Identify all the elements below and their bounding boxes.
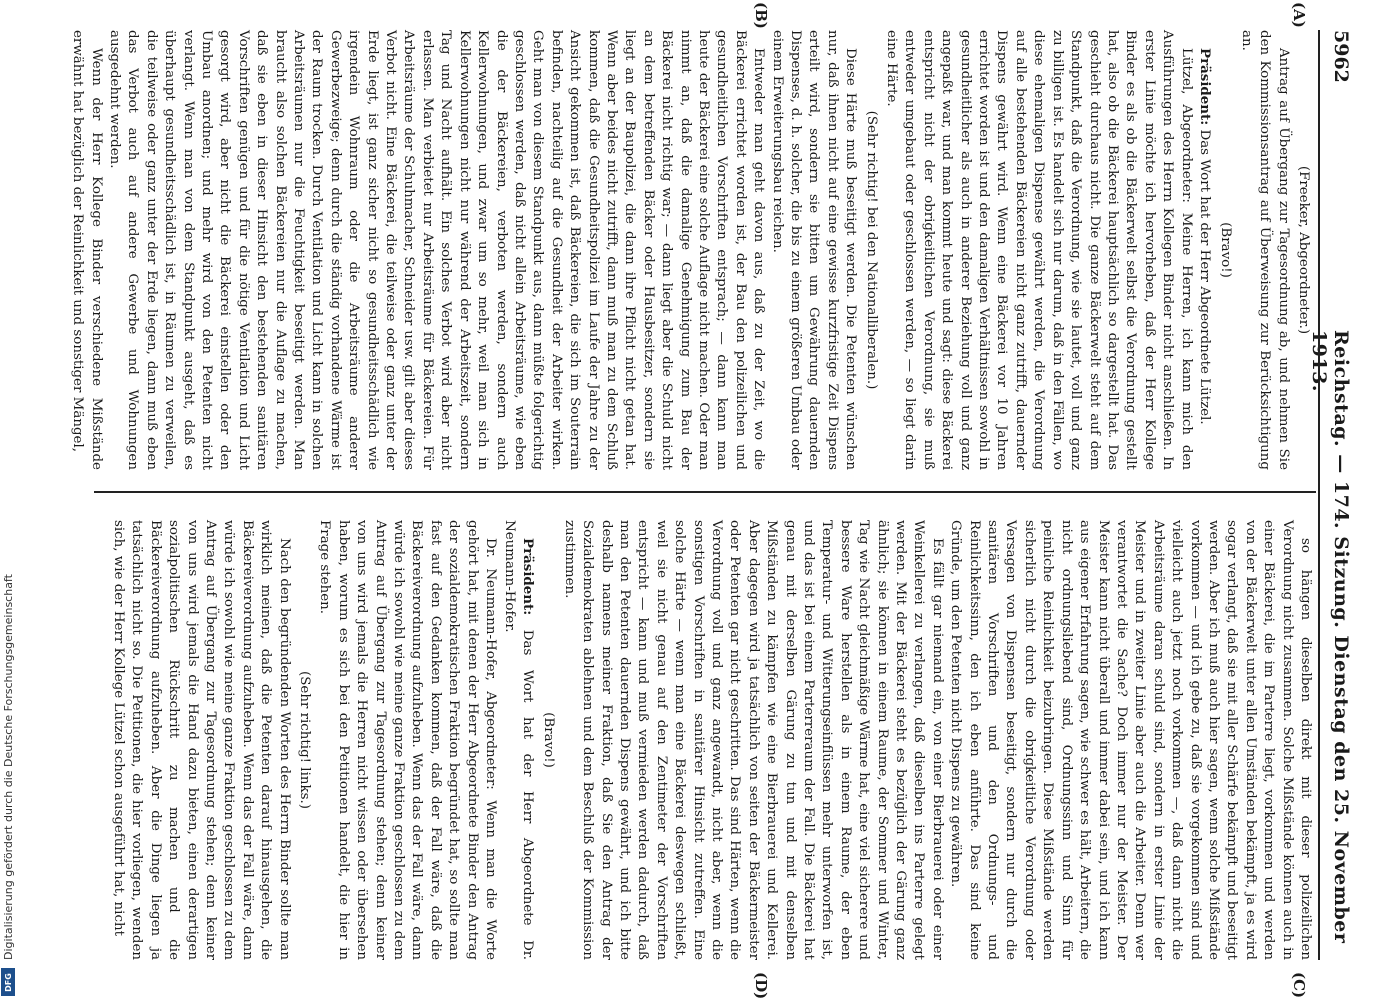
paragraph: so hängen dieselben direkt mit dieser polizeilichen Verordnung nicht zusammen. Solche Mißstände können auch in einer Bäckerei, die im Parterre liegt, vorkommen und werden von der Bäckerwelt unter allen Umständen bekämpft, ja es wird sogar verlangt, daß sie mit aller Schärfe bekämpft und beseitigt werden. Aber ich muß auch hier sagen, wenn solche Mißstände vorkommen — und ich gebe zu, daß sie vorgekommen sind und vielleicht auch jetzt noch vorkommen —, daß dann nicht die Arbeitsräume daran schuld sind, sondern in erster Linie der Meister und in zweiter Linie aber auch die Arbeiter. Denn wer verantwortet die Sache? Doch immer nur der Meister. Der Meister kann nicht überall und immer dabei sein, und ich kann aus eigener Erfahrung sagen, wie schwer es hält, Arbeitern, die nicht ordnungsliebend sind, Ordnungssinn und Sinn für peinliche Reinlichkeit beizubringen. Diese Mißstände werden sicherlich nicht durch die obrigkeitliche Verordnung oder Versagen von Dispensen beseitigt, sondern nur durch die sanitären Vorschriften und den Ordnungs- und Reinlichkeitssinn, den ich eben anführte. Das sind keine Gründe, um den Petenten nicht Dispens zu gewähren. <box>948 520 1313 960</box>
president-line <box>1195 30 1214 470</box>
margin-marker-b: (B) <box>752 2 770 29</box>
speaker-note: (Freeker, Abgeordneter.) <box>1296 165 1311 335</box>
applause-note: (Bravo!) <box>541 712 557 768</box>
column-divider <box>94 491 1316 493</box>
margin-marker-c: (C) <box>1290 972 1308 999</box>
paragraph: Es fällt gar niemand ein, von einer Bierbrauerei oder einer Weinkellerei zu verlangen, daß dieselben ins Parterre gelegt werden. Mit der Bäckerei steht es bezüglich der Gärung ganz ähnlich; sie können in einem Raume, der Sommer und Winter, Tag wie Nacht gleichmäßige Wärme hat, eine viel sicherere und bessere Ware herstellen als in einem Raume, der eben Temperatur- und Witterungseinflüssen mehr unterworfen ist, und das ist bei einem Parterreraum der Fall. Die Bäckerei hat genau mit derselben Gärung zu tun und mit denselben Mißständen zu kämpfen wie eine Bierbrauerei und Kellerei. Aber dagegen wird ja tatsächlich von seiten der Bäckermeister oder Petenten gar nicht geschritten. Das sind Härten, wenn die Verordnung voll und ganz angewandt, nicht aber, wenn die sonstigen Vorschriften in sanitärer Hinsicht zutreffen. Eine solche Härte — wenn man eine Bäckerei deswegen schließt, weil sie nicht genau auf den Zentimeter der Vorschriften entspricht — kann und muß vermieden werden dadurch, daß man den Petenten dauernden Dispens gewährt, und ich bitte deshalb namens meiner Fraktion, daß Sie den Antrag der Sozialdemokraten ablehnen und dem Beschluß der Kommission zustimmen. <box>561 520 945 960</box>
header-rule <box>1318 30 1320 960</box>
left-column <box>70 30 1314 470</box>
margin-marker-d: (D) <box>752 972 770 1000</box>
digitization-credit: Digitalisierung gefördert durch die Deutsche Forschungsgemeinschaft <box>2 574 15 960</box>
president-text: Das Wort hat der Herr Abgeordnete Dr. Neumann-Hofer. <box>501 520 535 960</box>
paragraph: Diese Härte muß beseitigt werden. Die Petenten wünschen nur, daß ihnen nicht auf eine gewisse kurzfristige Zeit Dispens erteilt wird, sondern sie bitten um Gewährung dauernden Dispenses, d. h. solcher, die bis zu einem größeren Umbau oder einem Erweiterungsbau reichen. <box>769 30 859 470</box>
rotated-document-page <box>60 0 1360 1000</box>
paragraph: Nach den begründenden Worten des Herrn Binder sollte man wirklich meinen, daß die Petenten darauf hinausgehen, die Bäckereiverordnung aufzuheben. Wenn das der Fall wäre, dann würde ich sowohl wie meine ganze Fraktion geschlossen zu dem Antrag auf Übergang zur Tagesordnung stehen; denn keiner von uns wird jemals die Hand dazu bieten, einen derartigen sozialpolitischen Rückschritt zu machen und die Bäckereiverordnung aufzuheben. Aber die Dinge liegen ja tatsächlich nicht so. Die Petitionen, die hier vorliegen, wenden sich, wie der Herr Kollege Lützel schon ausgeführt hat, nicht <box>111 520 292 960</box>
interjection: (Sehr richtig! links.) <box>297 671 313 809</box>
margin-marker-a: (A) <box>1290 2 1308 28</box>
president-label: Präsident: <box>519 538 536 616</box>
paragraph: Lützel, Abgeordneter: Meine Herren, ich kann mich den Ausführungen des Herrn Kollegen Binder nicht anschließen. In erster Linie möchte ich hervorheben, daß der Herr Kollege Binder es als ob die Bäckerwelt selbst die Verordnung gestellt hat, also ob die Bäckerei hauptsächlich so dargestellt hat. Das geschieht durchaus nicht. Die ganze Bäckerwelt steht auf dem Standpunkt, daß die Verordnung, wie sie lautet, voll und ganz zu billigen ist. Es handelt sich nur darum, daß in den Fällen, wo diese ehemaligen Dispense gewährt werden, die Verordnung auf alle bestehenden Bäckereien nicht ganz zutrifft, dauernder Dispens gewährt wird. Wenn eine Bäckerei vor 10 Jahren errichtet worden ist und den damaligen Verhältnissen sowohl in gesundheitlicher als auch in anderer Beziehung voll und ganz angepaßt war, und man kommt heute und sagt: diese Bäckerei entspricht nicht der obrigkeitlichen Verordnung, sie muß entweder umgebaut oder geschlossen werden, — so liegt darin eine Härte. <box>884 30 1194 470</box>
page-header <box>1308 30 1352 960</box>
president-label: Präsident: <box>1196 48 1213 126</box>
interjection: (Sehr richtig! bei den Nationalliberalen.) <box>863 110 879 390</box>
page-number: 5962 <box>1330 30 1352 83</box>
dfg-logo-text: DFG <box>3 972 13 992</box>
dfg-logo <box>1 968 15 996</box>
paragraph: Entweder man geht davon aus, daß zu der Zeit, wo die Bäckerei errichtet worden ist, der Bau den polizeilichen und gesundheitlichen Vorschriften entsprach; — dann kann man heute der Bäckerei eine solche Auflage nicht machen. Oder man nimmt an, daß die damalige Genehmigung zum Bau der Bäckerei nicht richtig war; — dann liegt aber die Schuld nicht an dem betreffenden Bäcker oder Hausbesitzer, sondern sie liegt an der Baupolizei, die dann ihre Pflicht nicht getan hat. Wenn aber beides nicht zutrifft, dann muß man zu dem Schluß kommen, daß die Gesundheitspolizei im Laufe der Jahre zu der Ansicht gekommen ist, daß Bäckereien, die sich im Souterrain befinden, nachteilig auf die Gesundheit der Arbeiter wirken. Geht man von diesem Standpunkt aus, dann müßte folgerichtig geschlossen werden, daß nicht allein Arbeitsräume, wie eben die der Bäckereien, verboten werden, sondern auch Kellerwohnungen, und zwar um so mehr, weil man sich in Kellerwohnungen nicht nur während der Arbeitszeit, sondern Tag und Nacht aufhält. Ein solches Verbot wird aber nicht erlassen. Man verbietet nur Arbeitsräume für Bäckereien. Für Arbeitsräume der Schuhmacher, Schneider usw. gilt aber dieses Verbot nicht. Eine Bäckerei, die teilweise oder ganz unter der Erde liegt, ist ganz sicher nicht so gesundheitsschädlich wie irgendein Wohnraum oder die Arbeitsräume anderer Gewerbezweige; denn durch die ständig vorhandene Wärme ist der Raum trocken. Durch Ventilation und Licht kann in solchen Arbeitsräumen nur die Feuchtigkeit beseitigt werden. Man braucht also solchen Bäckereien nur die Auflage zu machen, daß sie eben in dieser Hinsicht den bestehenden sanitären Vorschriften genügen und für die nötige Ventilation und Licht gesorgt wird, aber nicht die Bäckerei einstellen oder den Umbau anordnen; und mehr wird von den Petenten nicht verlangt. Wenn man von dem Standpunkt ausgeht, daß es überhaupt gesundheitsschädlich ist, in Räumen zu verweilen, die teilweise oder ganz unter der Erde liegen, dann muß eben das Verbot auch auf andere Gewerbe und Wohnungen ausgedehnt werden. <box>107 30 767 470</box>
running-header: Reichstag. — 174. Sitzung. Dienstag den 25. November 1913. <box>1308 330 1352 944</box>
paragraph: Dr. Neumann-Hofer, Abgeordneter: Wenn man die Worte gehört hat, mit denen der Herr Abgeordnete Binder den Antrag der sozialdemokratischen Fraktion begründet hat, so sollte man fast auf den Gedanken kommen, daß der Fall wäre, daß die Bäckereiverordnung aufzuheben. Wenn das der Fall wäre, dann würde ich sowohl wie meine ganze Fraktion geschlossen zu dem Antrag auf Übergang zur Tagesordnung stehen; denn keiner von uns wird jemals die Herren nicht wissen oder übersehen haben, worum es sich bei den Petitionen handelt, die hier in Frage stehen. <box>317 520 499 960</box>
applause-note: (Bravo!) <box>1218 222 1234 278</box>
president-line <box>499 520 537 960</box>
paragraph: Wenn der Herr Kollege Binder verschiedene Mißstände erwähnt hat bezüglich der Reinlichkeit und sonstiger Mängel, <box>70 30 104 470</box>
right-column <box>94 520 1314 960</box>
president-text: Das Wort hat der Herr Abgeordnete Lützel. <box>1196 129 1212 425</box>
paragraph: Antrag auf Übergang zur Tagesordnung ab, und nehmen Sie den Kommissionsantrag auf Überweisung zur Berücksichtigung an. <box>1238 30 1291 470</box>
